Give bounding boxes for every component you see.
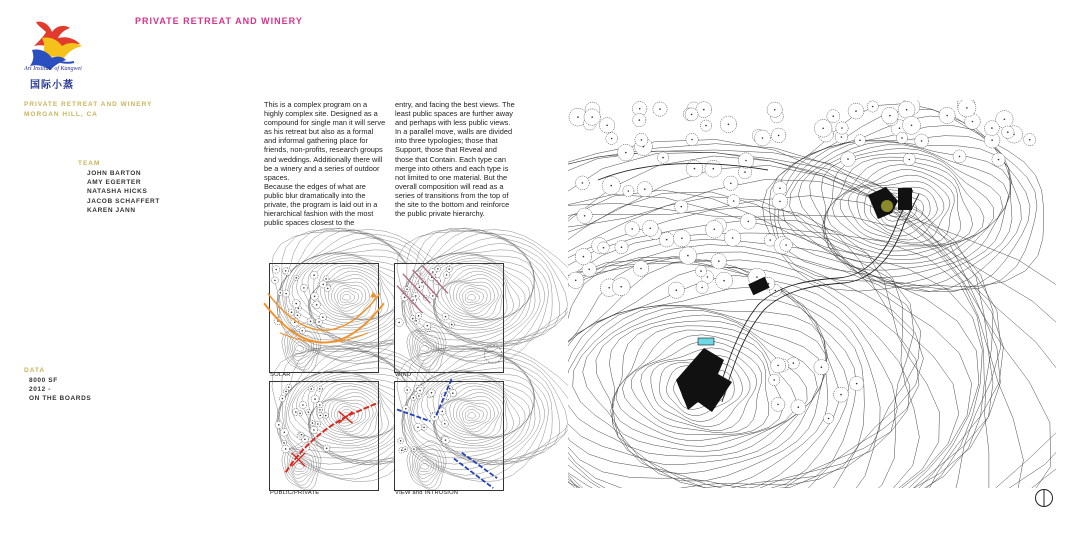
team-member: AMY EGERTER xyxy=(87,179,142,187)
wind-label: WIND xyxy=(395,372,412,378)
pool xyxy=(698,338,714,345)
description-column-1 xyxy=(264,100,386,227)
team-label: TEAM xyxy=(78,160,101,167)
team-list xyxy=(87,169,160,215)
data-item: 2012 - xyxy=(29,386,52,394)
solar-label: SOLAR xyxy=(270,372,291,378)
data-item: ON THE BOARDS xyxy=(29,395,92,403)
public-private-diagram xyxy=(269,381,379,491)
description-paragraph: This is a complex program on a highly complex site. Designed as a compound for single man it will serve as his retreat but also as a formal and informal gathering place for friends, non-profits, research groups and weddings. Additionally there will be a winery and a series of outdoor spaces. xyxy=(264,100,386,182)
data-item: 8000 SF xyxy=(29,377,58,384)
public-private-label: PUBLIC/PRIVATE xyxy=(270,490,320,496)
description-paragraph: In a parallel move, walls are divided into three typologies; those that Support, those that Reveal and those that Contain. Each type can merge into others and each type is not limited to one material. But the overall composition will read as a series of transitions from the top of the site to the bottom and reinforce the public private hierarchy. xyxy=(395,127,513,219)
north-arrow-icon xyxy=(1034,488,1054,508)
description-paragraph: entry, and facing the best views. The least public spaces are further away and perhaps with less public views. xyxy=(395,100,515,128)
description-paragraph: Because the edges of what are public blur dramatically into the private, the program is laid out in a hierarchical fashion with the most public spaces closest to the xyxy=(264,181,378,228)
description-column-2 xyxy=(395,100,517,218)
team-member: JOHN BARTON xyxy=(87,170,142,177)
logo-script-text: Art Institute of Kangwei xyxy=(24,66,82,72)
data-label: DATA xyxy=(24,367,46,374)
team-member: NATASHA HICKS xyxy=(87,188,148,196)
view-intrusion-diagram xyxy=(394,381,504,491)
project-name: PRIVATE RETREAT AND WINERY xyxy=(24,101,153,108)
team-member: JACOB SCHAFFERT xyxy=(87,197,160,205)
logo-chinese-text: 国际小蒸 xyxy=(30,80,74,91)
project-location: MORGAN HILL, CA xyxy=(24,111,98,118)
data-list xyxy=(29,376,91,404)
page-title: PRIVATE RETREAT AND WINERY xyxy=(135,16,303,26)
site-plan xyxy=(568,100,1056,488)
roof-olive-patch xyxy=(881,200,893,212)
view-intrusion-label: VIEW and INTRUSION xyxy=(395,490,459,496)
team-member: KAREN JANN xyxy=(87,206,136,214)
